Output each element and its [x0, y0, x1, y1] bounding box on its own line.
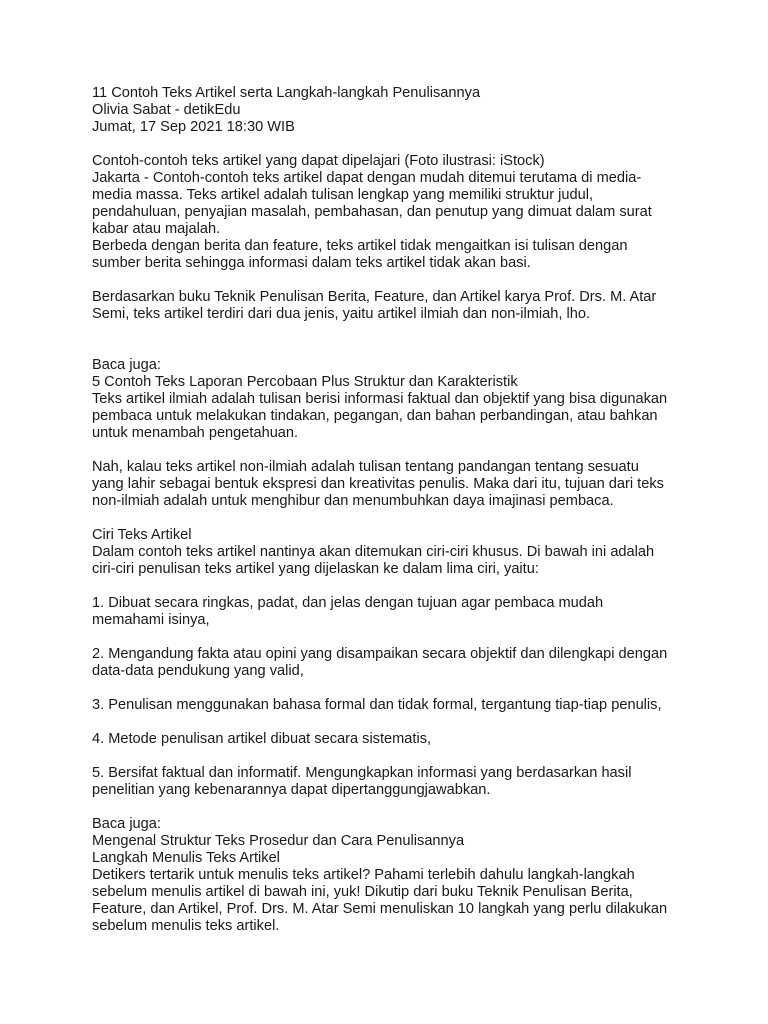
article-date: Jumat, 17 Sep 2021 18:30 WIB	[92, 119, 295, 135]
spacer	[92, 272, 672, 289]
spacer	[92, 799, 672, 816]
ciri-heading: Ciri Teks Artikel	[92, 527, 192, 543]
intro-paragraph-1: Jakarta - Contoh-contoh teks artikel dapat dengan mudah ditemui terutama di media-media massa. Teks artikel adalah tulisan lengkap yang memiliki struktur judul, pendahuluan, penyajian masalah, pembahasan, dan penutup yang dimuat dalam surat kabar atau majalah.	[92, 170, 656, 237]
nonilmiah-paragraph: Nah, kalau teks artikel non-ilmiah adalah tulisan tentang pandangan tentang sesuatu yang lahir sebagai bentuk ekspresi dan kreativitas penulis. Maka dari itu, tujuan dari teks non-ilmiah adalah untuk menghibur dan menumbuhkan daya imajinasi pembaca.	[92, 459, 668, 509]
ilmiah-paragraph: Teks artikel ilmiah adalah tulisan berisi informasi faktual dan objektif yang bisa digunakan pembaca untuk melakukan tindakan, pegangan, dan bahan perbandingan, atau bahkan untuk menambah pengetahuan.	[92, 391, 672, 441]
spacer	[92, 714, 672, 731]
baca-juga-link[interactable]: Mengenal Struktur Teks Prosedur dan Cara Penulisannya	[92, 833, 465, 849]
list-item: 2. Mengandung fakta atau opini yang disampaikan secara objektif dan dilengkapi dengan data-data pendukung yang valid,	[92, 646, 672, 679]
document-page	[92, 85, 672, 935]
spacer	[92, 748, 672, 765]
spacer	[92, 136, 672, 153]
article-title: 11 Contoh Teks Artikel serta Langkah-langkah Penulisannya	[92, 85, 481, 101]
list-item: 3. Penulisan menggunakan bahasa formal dan tidak formal, tergantung tiap-tiap penulis,	[92, 697, 662, 713]
spacer	[92, 442, 672, 459]
list-item: 4. Metode penulisan artikel dibuat secara sistematis,	[92, 731, 432, 747]
langkah-paragraph: Detikers tertarik untuk menulis teks artikel? Pahami terlebih dahulu langkah-langkah sebelum menulis artikel di bawah ini, yuk! Dikutip dari buku Teknik Penulisan Berita, Feature, dan Artikel, Prof. Drs. M. Atar Semi menuliskan 10 langkah yang perlu dilakukan sebelum menulis teks artikel.	[92, 867, 672, 934]
ciri-intro: Dalam contoh teks artikel nantinya akan ditemukan ciri-ciri khusus. Di bawah ini adalah ciri-ciri penulisan teks artikel yang dijelaskan ke dalam lima ciri, yaitu:	[92, 544, 659, 577]
baca-juga-label: Baca juga:	[92, 357, 161, 373]
article-byline: Olivia Sabat - detikEdu	[92, 102, 241, 118]
intro-paragraph-2: Berbeda dengan berita dan feature, teks artikel tidak mengaitkan isi tulisan dengan sumber berita sehingga informasi dalam teks artikel tidak akan basi.	[92, 238, 632, 271]
spacer	[92, 510, 672, 527]
list-item: 5. Bersifat faktual dan informatif. Mengungkapkan informasi yang berdasarkan hasil penelitian yang kebenarannya dapat dipertanggungjawabkan.	[92, 765, 636, 798]
spacer	[92, 680, 672, 697]
spacer	[92, 578, 672, 595]
spacer	[92, 323, 672, 357]
langkah-heading: Langkah Menulis Teks Artikel	[92, 850, 280, 866]
baca-juga-link[interactable]: 5 Contoh Teks Laporan Percobaan Plus Struktur dan Karakteristik	[92, 374, 518, 390]
photo-caption: Contoh-contoh teks artikel yang dapat dipelajari (Foto ilustrasi: iStock)	[92, 153, 545, 169]
spacer	[92, 629, 672, 646]
list-item: 1. Dibuat secara ringkas, padat, dan jelas dengan tujuan agar pembaca mudah memahami isinya,	[92, 595, 608, 628]
baca-juga-label: Baca juga:	[92, 816, 161, 832]
intro-paragraph-3: Berdasarkan buku Teknik Penulisan Berita, Feature, dan Artikel karya Prof. Drs. M. Atar Semi, teks artikel terdiri dari dua jenis, yaitu artikel ilmiah dan non-ilmiah, lho.	[92, 289, 661, 322]
